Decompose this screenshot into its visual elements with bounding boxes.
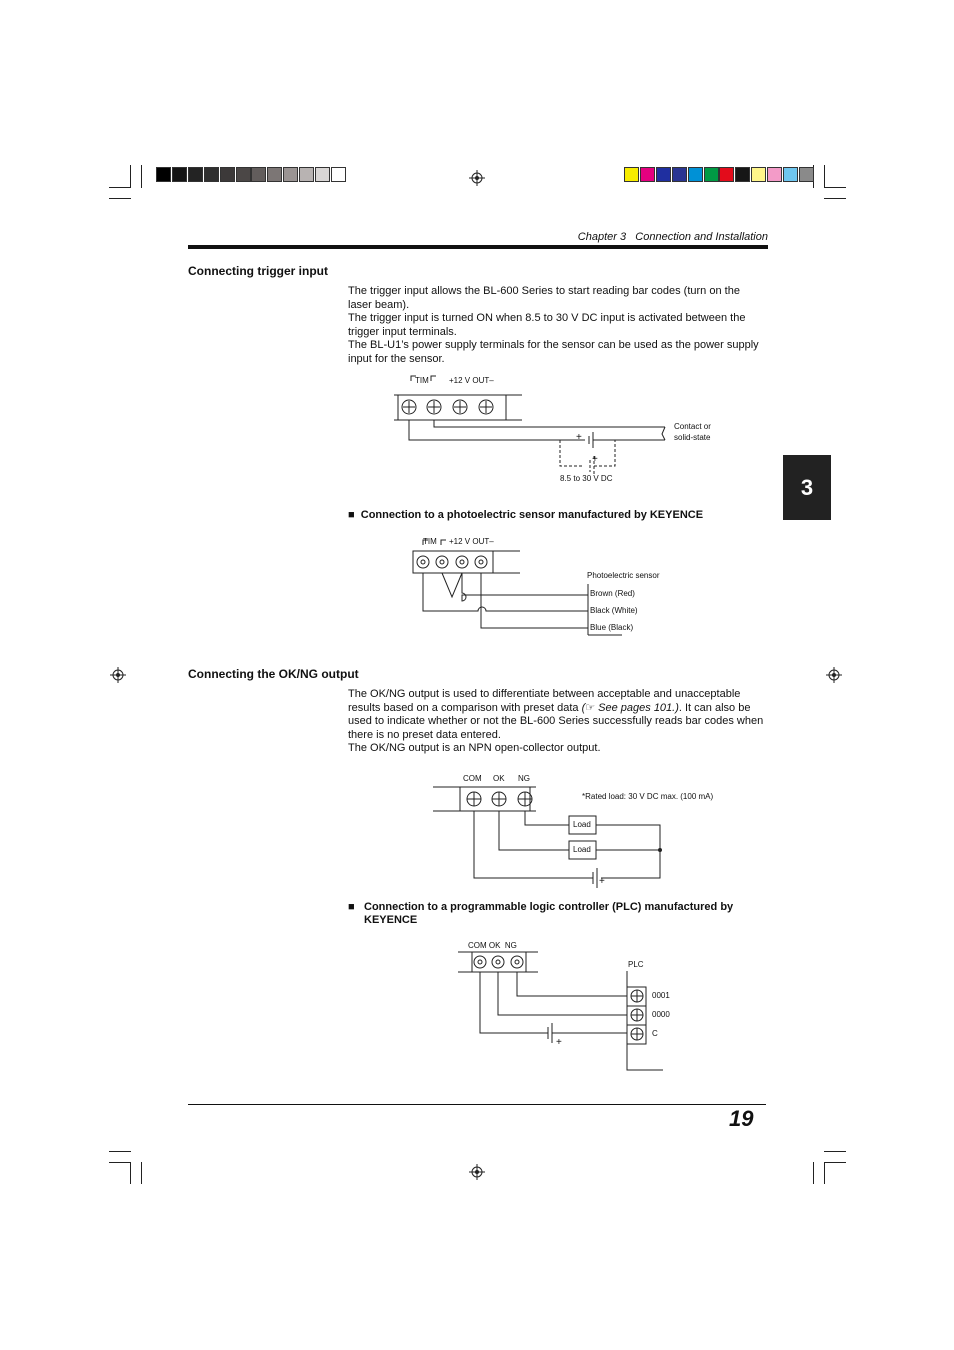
subheading-text: Connection to a programmable logic controller (PLC) manufactured by KEYENCE	[364, 901, 734, 926]
crop-mark	[130, 165, 131, 188]
switch-icon	[662, 427, 665, 440]
color-swatch	[299, 167, 314, 182]
crop-mark	[109, 187, 131, 188]
plc-port-0001: 0001	[652, 991, 670, 1000]
color-swatch	[624, 167, 639, 182]
color-swatch	[656, 167, 671, 182]
subheading-photoelectric	[348, 509, 768, 522]
crop-mark	[824, 165, 825, 188]
paragraph: The OK/NG output is an NPN open-collector output.	[348, 742, 601, 755]
tim-label: TIM	[415, 376, 429, 385]
crop-mark	[824, 1151, 846, 1152]
section-title-okng: Connecting the OK/NG output	[188, 667, 359, 681]
color-swatch	[204, 167, 219, 182]
plus-label: +	[592, 454, 598, 465]
section-title-trigger: Connecting trigger input	[188, 264, 328, 278]
crop-mark	[130, 1162, 131, 1184]
trigger-description	[348, 285, 763, 367]
terminal-labels: +12 V OUT–	[449, 537, 494, 546]
square-bullet-icon: ■	[348, 509, 361, 521]
crop-mark	[109, 1151, 131, 1152]
subheading-text: Connection to a photoelectric sensor manufactured by KEYENCE	[360, 509, 704, 521]
contact-label-line: Contact or	[674, 422, 711, 431]
registration-mark-icon	[469, 1164, 485, 1180]
color-swatch	[704, 167, 719, 182]
color-swatch	[283, 167, 298, 182]
color-swatch	[640, 167, 655, 182]
wire-color-black: Black (White)	[590, 606, 638, 615]
crop-mark	[813, 1162, 814, 1184]
subheading-plc	[348, 901, 768, 927]
contact-label	[674, 422, 711, 443]
color-swatch	[799, 167, 814, 182]
paragraph-text: . It can also be used to indicate whether or not the BL-600 Series successfully reads bar codes when there is no preset data entered.	[348, 701, 764, 741]
registration-mark-icon	[826, 667, 842, 683]
color-swatch	[315, 167, 330, 182]
chapter-label: Chapter 3	[577, 231, 627, 243]
color-swatch	[672, 167, 687, 182]
crop-mark	[824, 1162, 846, 1163]
paragraph: The BL-U1’s power supply terminals for the sensor can be used as the power supply input for the sensor.	[348, 339, 759, 365]
voltage-label: 8.5 to 30 V DC	[560, 474, 613, 483]
running-header	[578, 231, 768, 243]
crop-mark	[824, 187, 846, 188]
ng-label: NG	[518, 774, 530, 783]
tim-label: TIM	[423, 537, 437, 546]
paragraph-text: The OK/NG output is used to differentiate between acceptable and unacceptable results based on a comparison with preset data	[348, 688, 741, 714]
wire-color-brown: Brown (Red)	[590, 589, 635, 598]
crop-mark	[824, 1162, 825, 1184]
load-label: Load	[573, 820, 591, 829]
load-label: Load	[573, 845, 591, 854]
color-swatch	[767, 167, 782, 182]
terminal-labels: +12 V OUT–	[449, 376, 494, 385]
plus-label: +	[576, 432, 582, 443]
registration-mark-icon	[110, 667, 126, 683]
paragraph	[348, 688, 766, 742]
color-swatch	[688, 167, 703, 182]
crop-mark	[824, 198, 846, 199]
crop-mark	[109, 1162, 131, 1163]
plc-port-0000: 0000	[652, 1010, 670, 1019]
color-swatch	[719, 167, 734, 182]
color-swatch	[751, 167, 766, 182]
color-swatch	[236, 167, 251, 182]
paragraph: The trigger input allows the BL-600 Series to start reading bar codes (turn on the laser beam).	[348, 285, 740, 311]
page-number: 19	[729, 1106, 754, 1131]
crop-mark	[109, 198, 131, 199]
header-rule	[188, 245, 768, 249]
com-label: COM	[463, 774, 482, 783]
paragraph: The trigger input is turned ON when 8.5 to 30 V DC input is activated between the trigger input terminals.	[348, 312, 746, 338]
chapter-tab: 3	[783, 455, 831, 520]
color-swatch	[267, 167, 282, 182]
color-swatch	[188, 167, 203, 182]
color-swatch	[735, 167, 750, 182]
plc-label: PLC	[628, 960, 644, 969]
crop-mark	[141, 165, 142, 188]
color-swatch	[156, 167, 171, 182]
color-swatch	[220, 167, 235, 182]
plus-label: +	[599, 876, 605, 887]
color-swatch	[331, 167, 346, 182]
footer-rule	[188, 1104, 766, 1105]
page-reference-link[interactable]: (☞ See pages 101.)	[581, 701, 679, 714]
ok-label: OK	[493, 774, 505, 783]
plc-port-c: C	[652, 1029, 658, 1038]
terminal-labels: COM OK NG	[468, 941, 517, 950]
plus-label: +	[556, 1037, 562, 1048]
color-swatch	[251, 167, 266, 182]
registration-mark-icon	[469, 170, 485, 186]
photoelectric-sensor-label: Photoelectric sensor	[587, 571, 660, 580]
wire-color-blue: Blue (Black)	[590, 623, 634, 632]
contact-label-line: solid-state	[674, 432, 711, 442]
color-swatch	[783, 167, 798, 182]
color-swatch	[172, 167, 187, 182]
okng-description	[348, 688, 766, 756]
square-bullet-icon: ■	[348, 901, 361, 913]
crop-mark	[141, 1162, 142, 1184]
chapter-title: Connection and Installation	[635, 231, 768, 243]
rated-load-note: *Rated load: 30 V DC max. (100 mA)	[582, 792, 714, 801]
